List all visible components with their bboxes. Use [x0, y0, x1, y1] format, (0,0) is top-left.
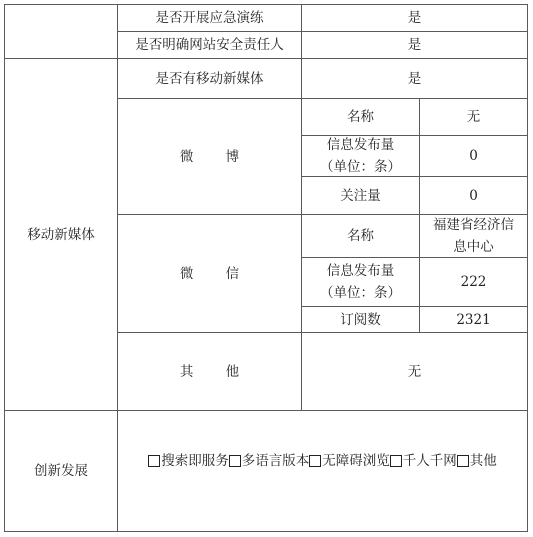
- other-label: 其 他: [179, 363, 254, 380]
- weibo-label: 微 博: [179, 148, 254, 165]
- option-label: 搜索即服务: [161, 453, 229, 469]
- checkbox-icon[interactable]: [229, 455, 241, 467]
- wechat-subscribers-label: 订阅数: [340, 311, 381, 328]
- option-accessibility[interactable]: [309, 450, 390, 472]
- option-search-service[interactable]: [148, 450, 229, 472]
- option-label: 无障碍浏览: [322, 453, 390, 469]
- checkbox-icon[interactable]: [309, 455, 321, 467]
- checkbox-icon[interactable]: [148, 455, 160, 467]
- wechat-name-value-line2: 息中心: [453, 239, 494, 255]
- option-multilingual[interactable]: [229, 450, 310, 472]
- wechat-posts-label-line2: （单位：条）: [320, 285, 401, 301]
- innovation-label: 创新发展: [34, 463, 88, 479]
- wechat-name-value: [420, 215, 527, 257]
- drill-value: 是: [407, 10, 422, 26]
- weibo-followers-label: 关注量: [340, 187, 381, 204]
- checkbox-icon[interactable]: [390, 455, 402, 467]
- wechat-posts-label: [302, 258, 419, 306]
- weibo-posts-label: [302, 136, 419, 176]
- weibo-posts-label-line1: 信息发布量: [326, 137, 395, 153]
- wechat-posts-label-line1: 信息发布量: [326, 263, 395, 279]
- wechat-subscribers-value: 2321: [456, 311, 491, 328]
- option-personalized[interactable]: [390, 450, 457, 472]
- wechat-label: 微 信: [179, 265, 254, 282]
- drill-label: 是否开展应急演练: [155, 10, 264, 26]
- wechat-name-label: 名称: [347, 228, 374, 244]
- checkbox-icon[interactable]: [457, 455, 469, 467]
- has-mobile-value: 是: [407, 70, 422, 87]
- option-label: 多语言版本: [241, 453, 310, 469]
- option-label: 其他: [469, 453, 497, 469]
- weibo-name-label: 名称: [347, 109, 374, 125]
- option-other[interactable]: [457, 450, 497, 472]
- has-mobile-label: 是否有移动新媒体: [155, 70, 264, 87]
- weibo-name-value: 无: [466, 109, 481, 125]
- option-label: 千人千网: [402, 453, 457, 469]
- wechat-posts-value: 222: [460, 274, 487, 290]
- wechat-name-value-line1: 福建省经济信: [433, 217, 514, 233]
- innovation-options: [118, 411, 527, 511]
- responsible-value: 是: [407, 37, 422, 53]
- weibo-posts-label-line2: （单位：条）: [320, 159, 401, 175]
- weibo-followers-value: 0: [469, 187, 478, 204]
- other-value: 无: [407, 363, 422, 380]
- responsible-label: 是否明确网站安全责任人: [135, 37, 284, 53]
- mobile-section-label: 移动新媒体: [27, 226, 95, 243]
- weibo-posts-value: 0: [469, 148, 478, 164]
